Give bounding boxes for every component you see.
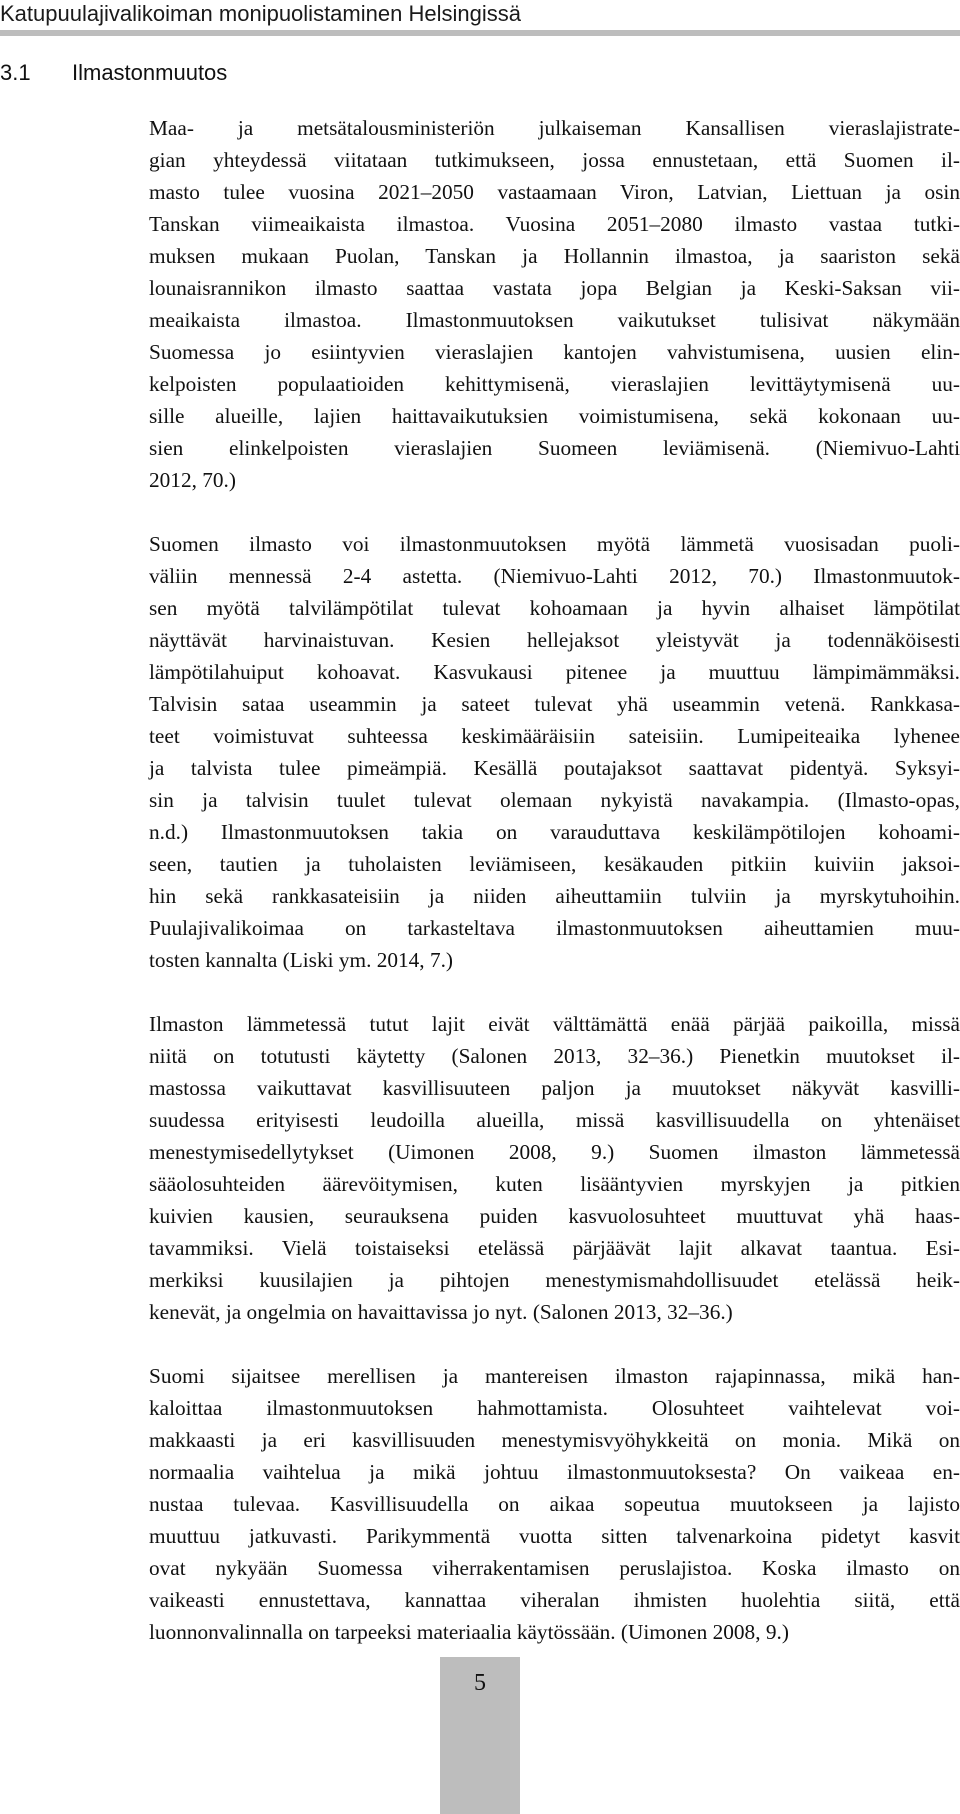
document-title: Katupuulajivalikoiman monipuolistaminen Helsingissä [0, 1, 521, 26]
section-heading [0, 58, 227, 88]
text-line: muuttuu jatkuvasti. Parikymmentä vuotta sitten talvenarkoina pidetyt kasvit [149, 1524, 960, 1548]
running-header [0, 0, 960, 31]
text-line: sen myötä talvilämpötilat tulevat kohoamaan ja hyvin alhaiset lämpötilat [149, 596, 960, 620]
text-line: meaikaista ilmastoa. Ilmastonmuutoksen vaikutukset tulisivat näkymään [149, 308, 960, 332]
text-line: lounaisrannikon ilmasto saattaa vastata jopa Belgian ja Keski-Saksan vii- [149, 276, 960, 300]
text-line: Maa- ja metsätalousministeriön julkaiseman Kansallisen vieraslajistrate- [149, 116, 960, 140]
text-line: Ilmaston lämmetessä tutut lajit eivät välttämättä enää pärjää paikoilla, missä [149, 1012, 960, 1036]
paragraph [149, 1008, 960, 1328]
paragraph-spacer [149, 1328, 960, 1360]
text-line: muksen mukaan Puolan, Tanskan ja Hollannin ilmastoa, ja saariston sekä [149, 244, 960, 268]
text-line: tavammiksi. Vielä toistaiseksi etelässä pärjäävät lajit alkavat taantua. Esi- [149, 1236, 960, 1260]
text-line: Tanskan viimeaikaista ilmastoa. Vuosina 2051–2080 ilmasto vastaa tutki- [149, 212, 960, 236]
text-line: hin sekä rankkasateisiin ja niiden aiheuttamiin tulviin ja myrskytuhoihin. [149, 884, 960, 908]
paragraph [149, 112, 960, 496]
paragraph [149, 528, 960, 976]
text-line: ovat nykyään Suomessa viherrakentamisen peruslajistoa. Koska ilmasto on [149, 1556, 960, 1580]
text-line: kaloittaa ilmastonmuutoksen hahmottamista. Olosuhteet vaihtelevat voi- [149, 1396, 960, 1420]
body-text [149, 112, 960, 1648]
section-number: 3.1 [0, 60, 31, 85]
text-line: Suomi sijaitsee merellisen ja mantereisen ilmaston rajapinnassa, mikä han- [149, 1364, 960, 1388]
text-line: teet voimistuvat suhteessa keskimääräisiin sateisiin. Lumipeiteaika lyhenee [149, 724, 960, 748]
text-line: nustaa tulevaa. Kasvillisuudella on aikaa sopeutua muutokseen ja lajisto [149, 1492, 960, 1516]
paragraph-spacer [149, 496, 960, 528]
header-rule [0, 30, 960, 36]
text-line: sin ja talvisin tuulet tulevat olemaan nykyistä navakampia. (Ilmasto-opas, [149, 788, 960, 812]
text-line: Puulajivalikoimaa on tarkasteltava ilmastonmuutoksen aiheuttamien muu- [149, 916, 960, 940]
paragraph-spacer [149, 976, 960, 1008]
text-line: makkaasti ja eri kasvillisuuden menestymisvyöhykkeitä on monia. Mikä on [149, 1428, 960, 1452]
text-line: suudessa erityisesti leudoilla alueilla, missä kasvillisuudella on yhtenäiset [149, 1108, 960, 1132]
text-line: mastossa vaikuttavat kasvillisuuteen paljon ja muutokset näkyvät kasvilli- [149, 1076, 960, 1100]
text-line: sääolosuhteiden äärevöitymisen, kuten lisääntyvien myrskyjen ja pitkien [149, 1172, 960, 1196]
section-title: Ilmastonmuutos [72, 60, 228, 85]
page-number: 5 [474, 1670, 486, 1696]
text-line: seen, tautien ja tuholaisten leviämiseen, kesäkauden pitkiin kuiviin jaksoi- [149, 852, 960, 876]
text-line: masto tulee vuosina 2021–2050 vastaamaan Viron, Latvian, Liettuan ja osin [149, 180, 960, 204]
text-line: n.d.) Ilmastonmuutoksen takia on varauduttava keskilämpötilojen kohoami- [149, 820, 960, 844]
text-line: 2012, 70.) [149, 468, 236, 492]
text-line: Talvisin sataa useammin ja sateet tulevat yhä useammin vetenä. Rankkasa- [149, 692, 960, 716]
text-line: näyttävät harvinaistuvan. Kesien hellejaksot yleistyvät ja todennäköisesti [149, 628, 960, 652]
text-line: lämpötilahuiput kohoavat. Kasvukausi pitenee ja muuttuu lämpimämmäksi. [149, 660, 960, 684]
text-line: vaikeasti ennustettava, kannattaa viheralan ihmisten huolehtia siitä, että [149, 1588, 960, 1612]
text-line: Suomessa jo esiintyvien vieraslajien kantojen vahvistumisena, uusien elin- [149, 340, 960, 364]
text-line: luonnonvalinnalla on tarpeeksi materiaalia käytössään. (Uimonen 2008, 9.) [149, 1620, 789, 1644]
text-line: tosten kannalta (Liski ym. 2014, 7.) [149, 948, 454, 972]
text-line: niitä on totutusti käytetty (Salonen 2013, 32–36.) Pienetkin muutokset il- [149, 1044, 960, 1068]
text-line: Suomen ilmasto voi ilmastonmuutoksen myötä lämmetä vuosisadan puoli- [149, 532, 960, 556]
text-line: ja talvista tulee pimeämpiä. Kesällä poutajaksot saattavat pidentyä. Syksyi- [149, 756, 960, 780]
text-line: gian yhteydessä viitataan tutkimukseen, jossa ennustetaan, että Suomen il- [149, 148, 960, 172]
text-line: normaalia vaihtelua ja mikä johtuu ilmastonmuutoksesta? On vaikeaa en- [149, 1460, 960, 1484]
page-number-box [440, 1657, 520, 1814]
text-line: kenevät, ja ongelmia on havaittavissa jo nyt. (Salonen 2013, 32–36.) [149, 1300, 733, 1324]
paragraph [149, 1360, 960, 1648]
text-line: menestymisedellytykset (Uimonen 2008, 9.) Suomen ilmaston lämmetessä [149, 1140, 960, 1164]
text-line: kuivien kausien, seurauksena puiden kasvuolosuhteet muuttuvat yhä haas- [149, 1204, 960, 1228]
text-line: merkiksi kuusilajien ja pihtojen menestymismahdollisuudet etelässä heik- [149, 1268, 960, 1292]
text-line: sien elinkelpoisten vieraslajien Suomeen leviämisenä. (Niemivuo-Lahti [149, 436, 960, 460]
text-line: väliin mennessä 2-4 astetta. (Niemivuo-Lahti 2012, 70.) Ilmastonmuutok- [149, 564, 960, 588]
text-line: kelpoisten populaatioiden kehittymisenä, vieraslajien levittäytymisenä uu- [149, 372, 960, 396]
text-line: sille alueille, lajien haittavaikutuksien voimistumisena, sekä kokonaan uu- [149, 404, 960, 428]
